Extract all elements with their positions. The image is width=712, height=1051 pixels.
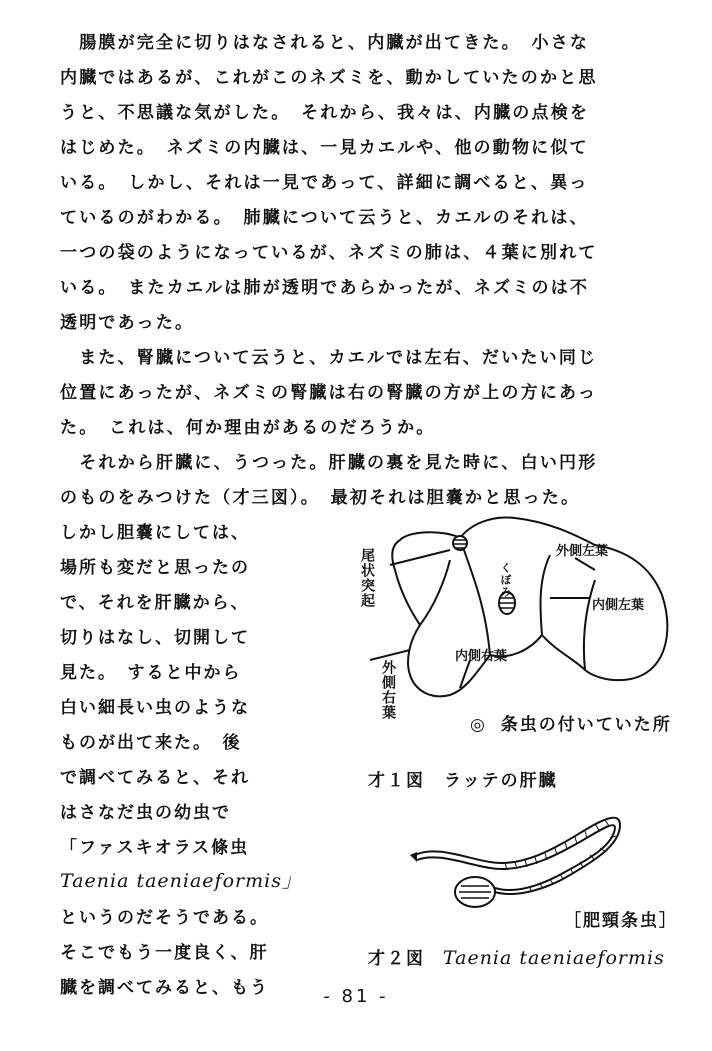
text-line: で調べてみると、それ: [60, 768, 250, 788]
text-line: で、それを肝臓から、: [60, 593, 250, 613]
label-outer-right-lobe: 外側右葉: [380, 660, 396, 720]
label-hollow: くぼみ: [499, 562, 512, 598]
figure1-legend-text: 条虫の付いていた所: [500, 715, 672, 735]
text-line: はさなだ虫の幼虫で: [60, 803, 231, 823]
text-line: 「ファスキオラス條虫: [60, 838, 250, 858]
text-line: また、腎臓について云うと、カエルでは左右、だいたい同じ: [60, 348, 598, 368]
tapeworm-diagram: [395, 800, 645, 920]
figure2-caption-prefix: 才２図: [368, 949, 425, 969]
text-line: ものが出て来た。 後: [60, 733, 242, 753]
text-line: いる。 またカエルは肺が透明であらかったが、ネズミのは不: [60, 278, 590, 298]
page-number: - 81 -: [323, 986, 389, 1007]
text-line: しかし胆嚢にしては、: [60, 523, 250, 543]
text-line: 切りはなし、切開して: [60, 628, 250, 648]
text-line: 位置にあったが、ネズミの腎臓は右の腎臓の方が上の方にあっ: [60, 383, 598, 403]
label-inner-left-lobe: 内側左葉: [592, 598, 645, 613]
liver-diagram: [350, 510, 690, 740]
text-line: のものをみつけた（才三図）。 最初それは胆嚢かと思った。: [60, 488, 581, 508]
text-line: というのだそうである。: [60, 908, 269, 928]
text-line: 見た。 すると中から: [60, 663, 242, 683]
text-line: 白い細長い虫のような: [60, 698, 250, 718]
figure2-label: ［肥頸条虫］: [564, 911, 678, 931]
figure2-caption: [368, 944, 665, 969]
label-outer-left-lobe: 外側左葉: [556, 544, 609, 559]
text-line: ているのがわかる。 肺臓について云うと、カエルのそれは、: [60, 208, 589, 228]
label-tail-process: 尾状突起: [359, 548, 375, 608]
text-line: 内臓ではあるが、これがこのネズミを、動かしていたのかと思: [60, 68, 598, 88]
text-line: た。 これは、何か理由があるのだろうか。: [60, 418, 436, 438]
label-inner-right-lobe: 内側右葉: [455, 649, 508, 664]
figure2-caption-latin: Taenia taeniaeformis: [442, 947, 665, 969]
figure1-legend: [470, 710, 672, 735]
text-line: いる。 しかし、それは一見であって、詳細に調べると、異っ: [60, 173, 589, 193]
text-line: 場所も変だと思ったの: [60, 558, 250, 578]
text-line: うと、不思議な気がした。 それから、我々は、内臓の点検を: [60, 103, 590, 123]
text-line: はじめた。 ネズミの内臓は、一見カエルや、他の動物に似て: [60, 138, 589, 158]
hatched-marker-icon: ◎: [470, 715, 487, 735]
text-line: 一つの袋のようになっているが、ネズミの肺は、４葉に別れて: [60, 243, 598, 263]
text-line: 臓を調べてみると、もう: [60, 978, 269, 998]
text-line: それから肝臓に、うつった。肝臓の裏を見た時に、白い円形: [60, 453, 598, 473]
tapeworm-body: [415, 818, 620, 894]
figure1-caption: 才１図 ラッテの肝臓: [368, 771, 558, 791]
tapeworm-bladder: [455, 877, 495, 907]
cyst-marker-1: [453, 536, 467, 550]
text-line: 透明であった。: [60, 313, 195, 333]
latin-name-line: Taenia taeniaeformis」: [60, 870, 302, 892]
text-line: そこでもう一度良く、肝: [60, 943, 269, 963]
text-line: 腸膜が完全に切りはなされると、内臓が出てきた。 小さな: [60, 33, 590, 53]
